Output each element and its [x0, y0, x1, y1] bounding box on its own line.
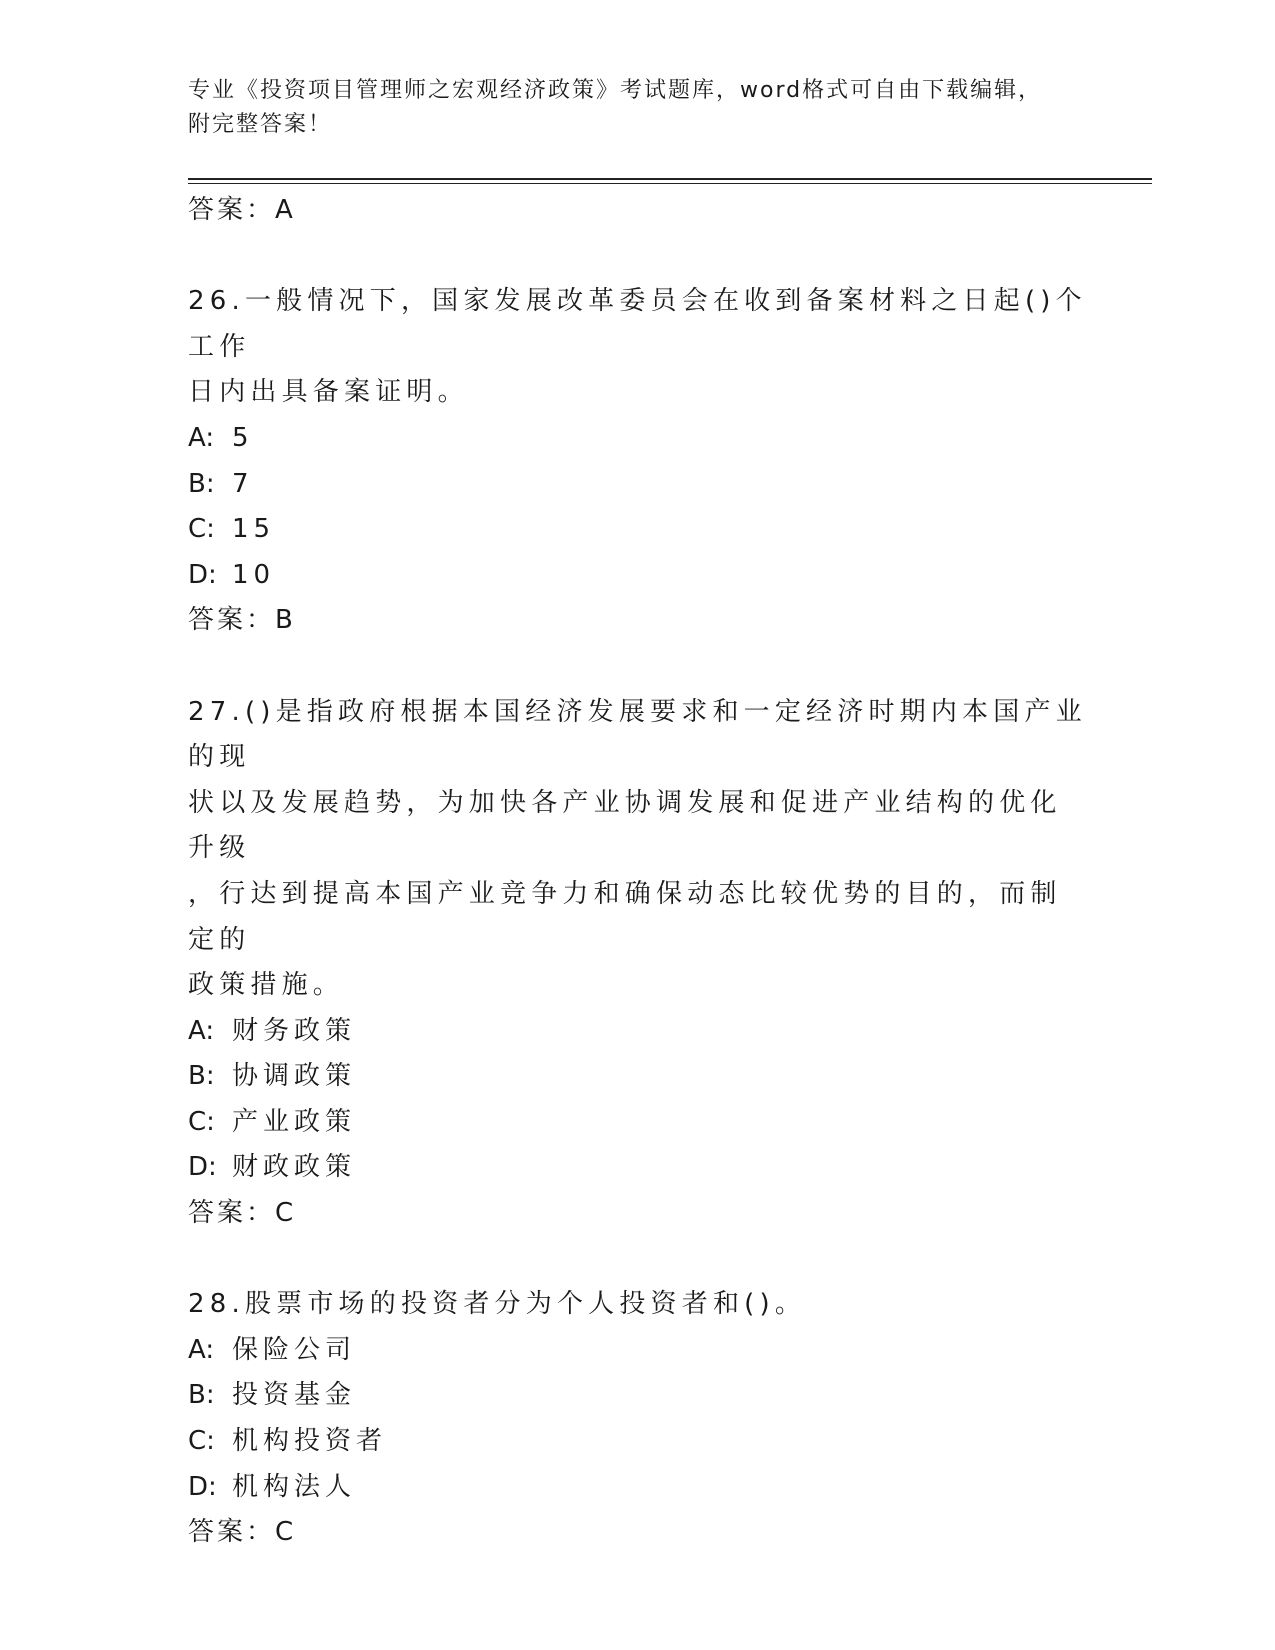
option-c: [188, 1419, 1088, 1465]
question-text-line: ，行达到提高本国产业竞争力和确保动态比较优势的目的，而制定的: [188, 878, 1062, 955]
question-text-line: ()是指政府根据本国经济发展要求和一定经济时期内本国产业的现: [188, 696, 1087, 773]
option-text: 财务政策: [232, 1015, 357, 1046]
option-key: D:: [188, 1471, 217, 1502]
answer: 答案：C: [188, 1198, 297, 1229]
option-key: B:: [188, 468, 215, 499]
option-key: A:: [188, 1334, 215, 1365]
option-b: [188, 1054, 1088, 1100]
option-text: 投资基金: [232, 1380, 357, 1411]
header-line-1: 专业《投资项目管理师之宏观经济政策》考试题库，word格式可自由下载编辑，: [188, 78, 1043, 103]
option-key: A:: [188, 1015, 215, 1046]
option-text: 产业政策: [232, 1106, 357, 1137]
option-c: [188, 1100, 1088, 1146]
option-key: C:: [188, 1426, 215, 1457]
question-stem: [188, 690, 1088, 781]
option-a: [188, 416, 1088, 462]
question-26: [188, 279, 1088, 644]
option-key: B:: [188, 1061, 215, 1092]
option-text: 机构法人: [232, 1471, 357, 1502]
question-text-line: 股票市场的投资者分为个人投资者和()。: [244, 1289, 807, 1320]
question-text-line: 一般情况下，国家发展改革委员会在收到备案材料之日起()个工作: [188, 286, 1087, 362]
document-header: [188, 74, 1068, 142]
option-key: D:: [188, 559, 217, 590]
option-b: [188, 1373, 1088, 1419]
option-key: B:: [188, 1380, 215, 1411]
option-text: 10: [232, 559, 276, 590]
option-key: C:: [188, 514, 215, 545]
option-a: [188, 1328, 1088, 1374]
option-key: C:: [188, 1106, 215, 1137]
option-key: A:: [188, 422, 215, 453]
option-text: 财政政策: [232, 1152, 357, 1183]
question-stem: [188, 1282, 1088, 1328]
option-d: [188, 1465, 1088, 1511]
question-28: [188, 1282, 1088, 1556]
header-divider-thin: [188, 183, 1152, 184]
option-text: 7: [232, 468, 254, 499]
header-line-2: 附完整答案！: [188, 112, 333, 137]
option-d: [188, 1145, 1088, 1191]
question-text-line: 政策措施。: [188, 970, 345, 1001]
option-text: 5: [232, 422, 254, 453]
option-a: [188, 1009, 1088, 1055]
answer: 答案：C: [188, 1517, 297, 1548]
option-text: 机构投资者: [232, 1426, 388, 1457]
option-text: 保险公司: [232, 1334, 357, 1365]
question-text-line: 日内出具备案证明。: [188, 377, 469, 408]
option-text: 协调政策: [232, 1061, 357, 1092]
header-divider-thick: [188, 178, 1152, 180]
option-c: [188, 507, 1088, 553]
option-key: D:: [188, 1152, 217, 1183]
option-text: 15: [232, 514, 276, 545]
question-text-line: 状以及发展趋势，为加快各产业协调发展和促进产业结构的优化升级: [188, 787, 1062, 864]
question-number: 26.: [188, 286, 245, 317]
question-number: 27.: [188, 696, 245, 727]
previous-answer: 答案：A: [188, 195, 296, 225]
question-stem: [188, 279, 1088, 370]
question-number: 28.: [188, 1289, 245, 1320]
answer: 答案：B: [188, 605, 296, 636]
question-list: [188, 188, 1088, 1556]
option-b: [188, 462, 1088, 508]
option-d: [188, 553, 1088, 599]
question-27: [188, 690, 1088, 1237]
